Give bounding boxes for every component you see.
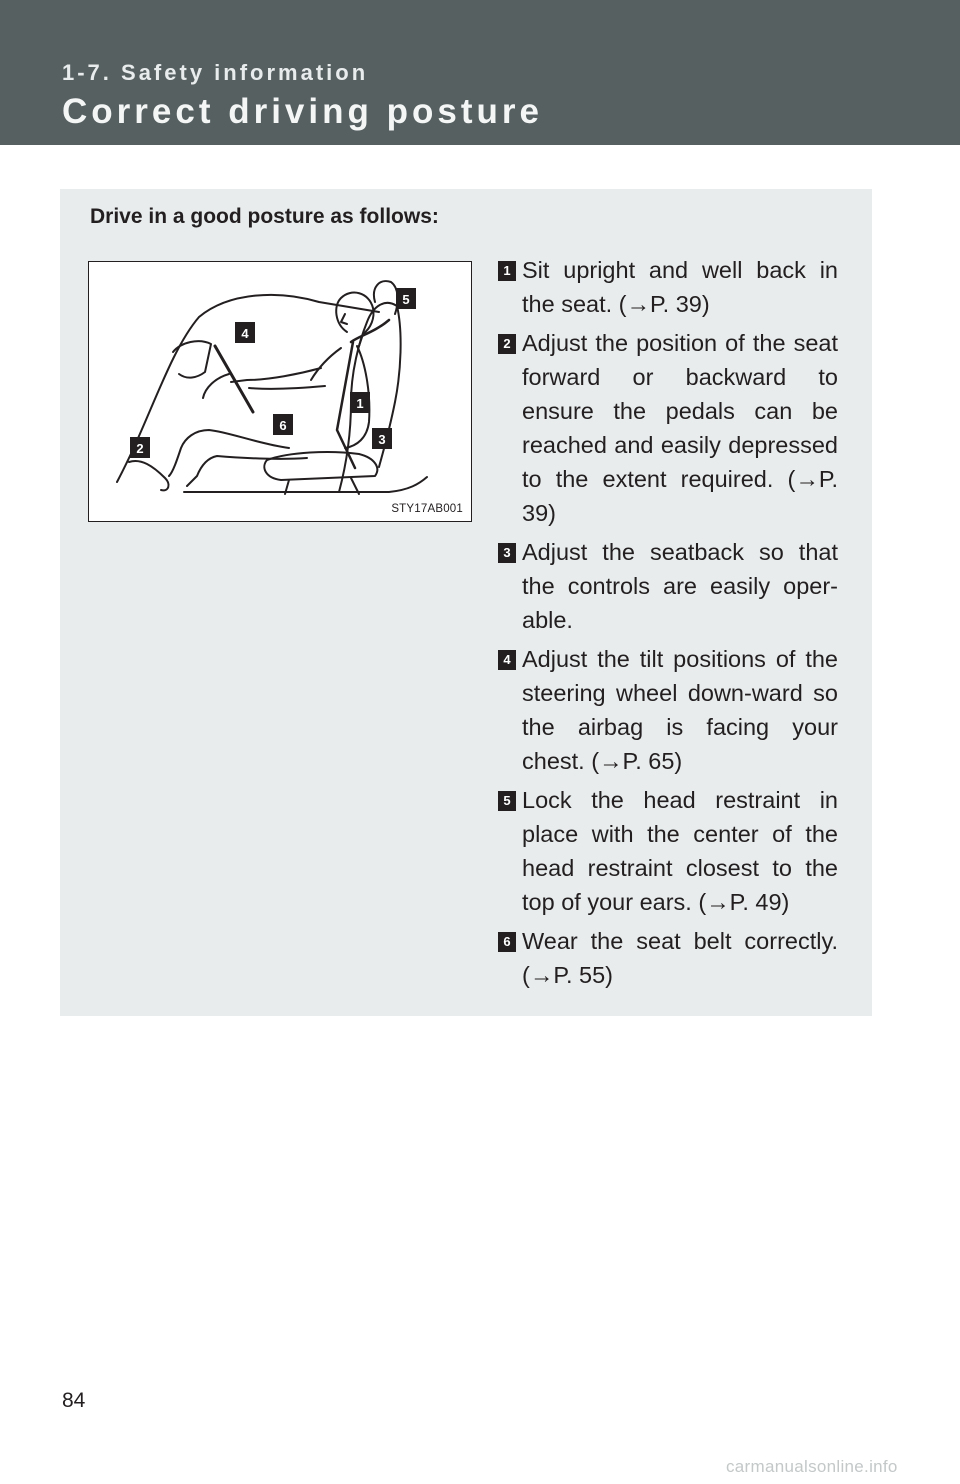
step-item: [498, 253, 838, 321]
step-number-badge: 5: [498, 791, 516, 811]
step-number-badge: 4: [498, 650, 516, 670]
step-item: [498, 642, 838, 778]
step-text: Sit upright and well back in the seat. (→P. 39): [522, 257, 838, 317]
footer-watermark: carmanualsonline.info: [726, 1457, 898, 1476]
step-item: [498, 783, 838, 919]
step-text: Lock the head restraint in place with the center of the head restraint closest to the top of your ears. (→P. 49): [522, 787, 838, 915]
step-number-badge: 1: [498, 261, 516, 281]
step-number-badge: 6: [498, 932, 516, 952]
header-band: [0, 0, 960, 145]
figure-code: STY17AB001: [391, 503, 463, 515]
step-text: Wear the seat belt correctly. (→P. 55): [522, 928, 838, 988]
section-label: 1-7. Safety information: [62, 60, 369, 85]
step-item: [498, 535, 838, 637]
step-text: Adjust the tilt positions of the steering wheel down-ward so the airbag is facing your chest. (→P. 65): [522, 646, 838, 774]
callout-4: 4: [241, 326, 249, 341]
callout-6: 6: [279, 418, 287, 433]
callout-1: 1: [356, 396, 364, 411]
callout-3: 3: [378, 432, 386, 447]
page-number: 84: [62, 1389, 86, 1412]
step-number-badge: 3: [498, 543, 516, 563]
driver-seat-illustration: [89, 262, 471, 521]
callout-5: 5: [402, 292, 410, 307]
step-number-badge: 2: [498, 334, 516, 354]
callout-2: 2: [136, 441, 144, 456]
step-item: [498, 326, 838, 530]
intro-text: Drive in a good posture as follows:: [90, 205, 439, 228]
posture-steps-list: [498, 253, 838, 997]
driving-posture-figure: [88, 261, 472, 522]
step-text: Adjust the position of the seat forward or backward to ensure the pedals can be reached and easily depressed to the extent required. (→P. 39): [522, 330, 838, 526]
step-text: Adjust the seatback so that the controls are easily oper-able.: [522, 539, 838, 633]
step-item: [498, 924, 838, 992]
page-title: Correct driving posture: [62, 92, 543, 131]
